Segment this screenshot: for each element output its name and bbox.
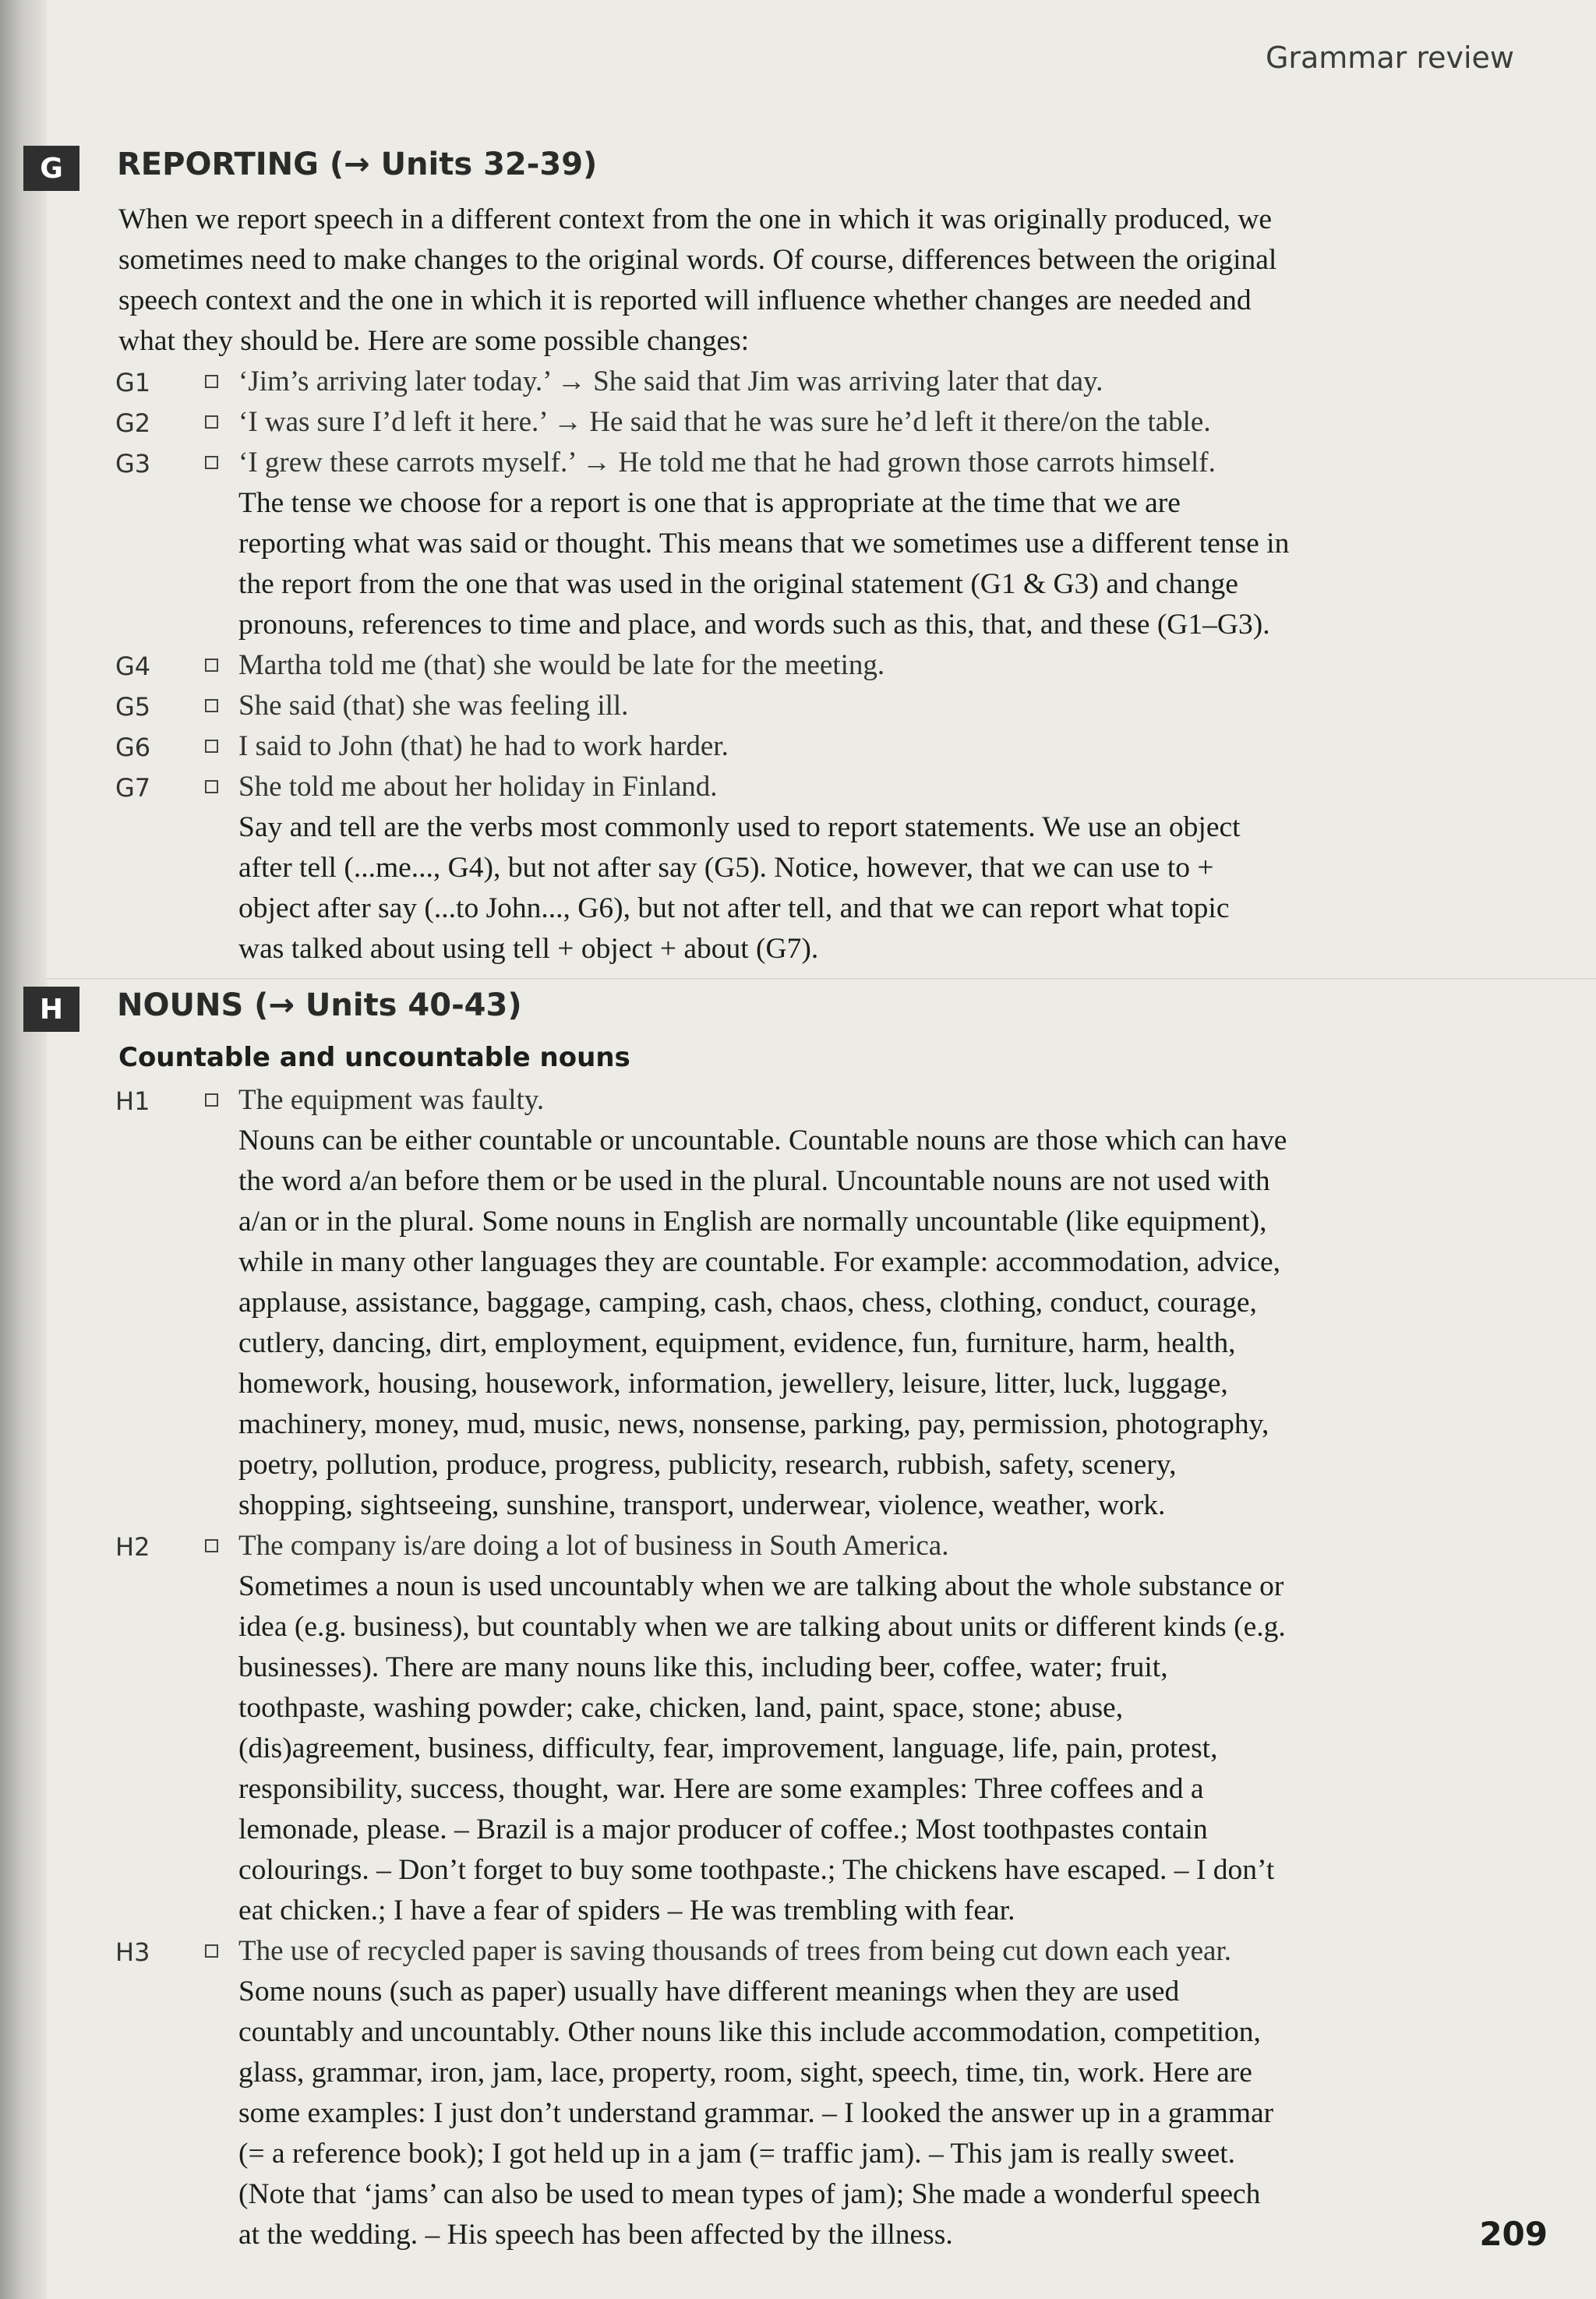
running-head: Grammar review bbox=[1265, 41, 1514, 75]
section-g-paragraph-line: pronouns, references to time and place, and words such as this, that, and these (G1–G3). bbox=[238, 609, 1270, 641]
section-h-paragraph-line: a/an or in the plural. Some nouns in English are normally uncountable (like equipment), bbox=[238, 1206, 1267, 1238]
section-h-paragraph-line: poetry, pollution, produce, progress, publicity, research, rubbish, safety, scenery, bbox=[238, 1449, 1177, 1481]
section-g-intro-line: speech context and the one in which it is reported will influence whether changes are needed and bbox=[118, 284, 1252, 316]
checkbox-square-icon bbox=[205, 415, 218, 429]
section-divider bbox=[47, 978, 1596, 980]
example-text: I said to John (that) he had to work harder. bbox=[238, 730, 729, 762]
section-h-paragraph-line: machinery, money, mud, music, news, nonsense, parking, pay, permission, photography, bbox=[238, 1408, 1269, 1440]
example-label: G7 bbox=[115, 773, 151, 803]
checkbox-square-icon bbox=[205, 456, 218, 469]
page-spine-shadow bbox=[0, 0, 47, 2299]
section-h-paragraph-line: applause, assistance, baggage, camping, cash, chaos, chess, clothing, conduct, courage, bbox=[238, 1287, 1257, 1319]
section-h-paragraph-line: responsibility, success, thought, war. Here are some examples: Three coffees and a bbox=[238, 1773, 1204, 1805]
section-g-title: REPORTING (→ Units 32-39) bbox=[117, 147, 598, 182]
section-h-paragraph-line: toothpaste, washing powder; cake, chicken, land, paint, space, stone; abuse, bbox=[238, 1692, 1124, 1724]
section-h-paragraph-line: at the wedding. – His speech has been affected by the illness. bbox=[238, 2219, 953, 2251]
example-text: ‘Jim’s arriving later today.’ → She said that Jim was arriving later that day. bbox=[238, 366, 1103, 397]
checkbox-square-icon bbox=[205, 1944, 218, 1958]
section-h-paragraph-line: eat chicken.; I have a fear of spiders – He was trembling with fear. bbox=[238, 1895, 1015, 1926]
example-label: H3 bbox=[115, 1937, 150, 1967]
section-g-paragraph-line: after tell (...me..., G4), but not after say (G5). Notice, however, that we can use to + bbox=[238, 852, 1214, 884]
example-text: ‘I was sure I’d left it here.’ → He said that he was sure he’d left it there/on the table. bbox=[238, 406, 1211, 438]
section-h-tab: H bbox=[23, 987, 79, 1032]
section-h-title: NOUNS (→ Units 40-43) bbox=[117, 987, 522, 1023]
section-g-paragraph-line: The tense we choose for a report is one that is appropriate at the time that we are bbox=[238, 487, 1181, 519]
section-g-intro-line: When we report speech in a different context from the one in which it was originally produced, we bbox=[118, 203, 1273, 235]
section-h-paragraph-line: glass, grammar, iron, jam, lace, property, room, sight, speech, time, tin, work. Here are bbox=[238, 2057, 1252, 2089]
section-g-tab: G bbox=[23, 146, 79, 191]
example-text: The company is/are doing a lot of business in South America. bbox=[238, 1530, 949, 1562]
section-h-paragraph-line: businesses). There are many nouns like this, including beer, coffee, water; fruit, bbox=[238, 1651, 1168, 1683]
section-h-paragraph-line: (dis)agreement, business, difficulty, fear, improvement, language, life, pain, protest, bbox=[238, 1732, 1218, 1764]
example-label: H2 bbox=[115, 1532, 150, 1562]
section-g-intro-line: what they should be. Here are some possible changes: bbox=[118, 325, 750, 357]
section-g-paragraph-line: the report from the one that was used in the original statement (G1 & G3) and change bbox=[238, 568, 1238, 600]
section-h-paragraph-line: (Note that ‘jams’ can also be used to mean types of jam); She made a wonderful speech bbox=[238, 2178, 1261, 2210]
section-h-paragraph-line: idea (e.g. business), but countably when we are talking about units or different kinds (e.g. bbox=[238, 1611, 1286, 1643]
section-g-paragraph-line: was talked about using tell + object + about (G7). bbox=[238, 933, 819, 965]
example-label: G3 bbox=[115, 449, 151, 479]
example-text: She said (that) she was feeling ill. bbox=[238, 690, 629, 722]
section-h-paragraph-line: some examples: I just don’t understand grammar. – I looked the answer up in a grammar bbox=[238, 2097, 1274, 2129]
section-h-paragraph-line: countably and uncountably. Other nouns like this include accommodation, competition, bbox=[238, 2016, 1261, 2048]
checkbox-square-icon bbox=[205, 1539, 218, 1552]
section-h-paragraph-line: Sometimes a noun is used uncountably when we are talking about the whole substance or bbox=[238, 1570, 1284, 1602]
example-label: H1 bbox=[115, 1086, 150, 1116]
checkbox-square-icon bbox=[205, 659, 218, 672]
checkbox-square-icon bbox=[205, 740, 218, 753]
checkbox-square-icon bbox=[205, 780, 218, 793]
section-h-paragraph-line: lemonade, please. – Brazil is a major producer of coffee.; Most toothpastes contain bbox=[238, 1813, 1208, 1845]
section-g-paragraph-line: Say and tell are the verbs most commonly used to report statements. We use an object bbox=[238, 811, 1241, 843]
section-h-paragraph-line: while in many other languages they are countable. For example: accommodation, advice, bbox=[238, 1246, 1281, 1278]
example-text: The equipment was faulty. bbox=[238, 1084, 545, 1116]
checkbox-square-icon bbox=[205, 375, 218, 388]
checkbox-square-icon bbox=[205, 699, 218, 712]
section-h-subheading: Countable and uncountable nouns bbox=[118, 1042, 630, 1073]
example-label: G1 bbox=[115, 368, 151, 397]
section-g-paragraph-line: reporting what was said or thought. This means that we sometimes use a different tense in bbox=[238, 528, 1290, 560]
example-text: She told me about her holiday in Finland. bbox=[238, 771, 718, 803]
section-h-paragraph-line: cutlery, dancing, dirt, employment, equipment, evidence, fun, furniture, harm, health, bbox=[238, 1327, 1236, 1359]
example-label: G4 bbox=[115, 652, 151, 681]
section-h-paragraph-line: homework, housing, housework, information, jewellery, leisure, litter, luck, luggage, bbox=[238, 1368, 1228, 1400]
section-h-paragraph-line: Nouns can be either countable or uncountable. Countable nouns are those which can have bbox=[238, 1125, 1287, 1157]
example-label: G5 bbox=[115, 692, 151, 722]
section-g-intro-line: sometimes need to make changes to the original words. Of course, differences between the original bbox=[118, 244, 1277, 276]
section-h-paragraph-line: the word a/an before them or be used in the plural. Uncountable nouns are not used with bbox=[238, 1165, 1270, 1197]
example-text: Martha told me (that) she would be late for the meeting. bbox=[238, 649, 885, 681]
checkbox-square-icon bbox=[205, 1093, 218, 1107]
example-label: G6 bbox=[115, 733, 151, 762]
example-label: G2 bbox=[115, 408, 151, 438]
section-h-paragraph-line: shopping, sightseeing, sunshine, transport, underwear, violence, weather, work. bbox=[238, 1489, 1166, 1521]
section-g-paragraph-line: object after say (...to John..., G6), but not after tell, and that we can report what topic bbox=[238, 892, 1230, 924]
section-h-paragraph-line: Some nouns (such as paper) usually have different meanings when they are used bbox=[238, 1976, 1180, 2008]
example-text: ‘I grew these carrots myself.’ → He told me that he had grown those carrots himself. bbox=[238, 447, 1216, 479]
example-text: The use of recycled paper is saving thousands of trees from being cut down each year. bbox=[238, 1935, 1232, 1967]
section-h-paragraph-line: colourings. – Don’t forget to buy some toothpaste.; The chickens have escaped. – I don’t bbox=[238, 1854, 1275, 1886]
section-h-paragraph-line: (= a reference book); I got held up in a jam (= traffic jam). – This jam is really sweet. bbox=[238, 2138, 1236, 2170]
page-number: 209 bbox=[1479, 2215, 1548, 2253]
